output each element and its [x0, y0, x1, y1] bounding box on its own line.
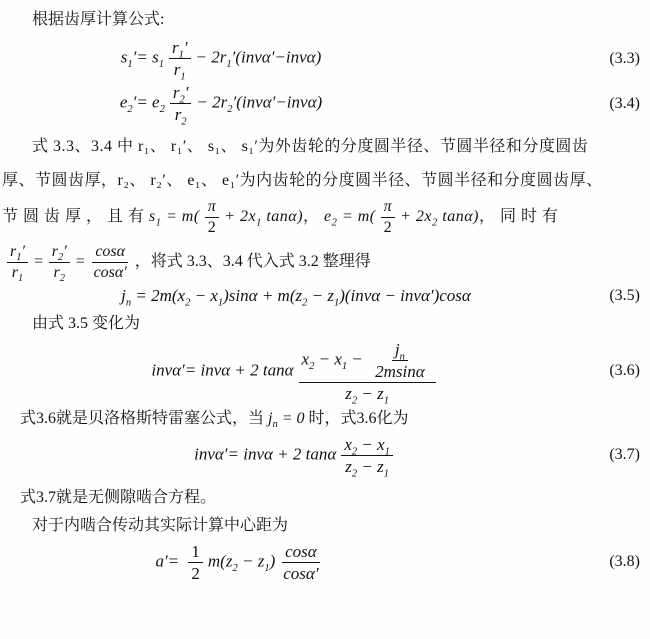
subscript: 1 — [17, 273, 24, 285]
fraction-numerator — [49, 243, 70, 263]
math-term: ′= e — [132, 92, 160, 112]
math-term: = m( — [337, 208, 376, 226]
math-term: − x — [357, 434, 385, 454]
fraction — [299, 339, 436, 407]
math-term: j — [394, 339, 400, 359]
subscript: 2 — [58, 252, 64, 264]
paragraph-center-distance: 对于内啮合传动其实际计算中心距为 — [32, 516, 289, 534]
subscript: 1 — [384, 446, 390, 458]
paragraph-transition: 由式 3.5 变化为 — [32, 314, 141, 332]
math-term: ′(invα′−invα) — [231, 47, 322, 67]
subscript: 1 — [180, 71, 186, 83]
paragraph-intro: 根据齿厚计算公式: — [32, 11, 165, 28]
math-term: − z — [357, 383, 384, 403]
subscript: 1 — [226, 58, 232, 70]
subscript: 2 — [181, 116, 187, 128]
math-term: tanα) — [261, 208, 304, 226]
subscript: 2 — [59, 273, 66, 285]
text-run: 节 圆 齿 厚 ， 且 有 — [2, 208, 150, 226]
math-term: r — [174, 105, 182, 125]
text-run: ， 同 时 有 — [478, 208, 559, 226]
math-term: a′= — [155, 551, 184, 571]
math-term: j — [121, 285, 126, 305]
math-term: − 2r — [196, 92, 228, 112]
fraction-denominator: 2 — [207, 219, 217, 237]
equation-number: (3.8) — [609, 553, 640, 571]
equals-sign: = — [74, 253, 86, 271]
math-term: m(z — [207, 551, 233, 571]
fraction — [170, 83, 192, 128]
text-run: ， — [303, 208, 325, 226]
fraction — [7, 242, 28, 285]
prime-mark: ′ — [183, 38, 188, 57]
subscript: 1 — [16, 252, 22, 264]
fraction-inner — [372, 340, 428, 381]
math-term: invα′= invα + 2 tanα — [151, 360, 294, 380]
math-term: j — [268, 409, 273, 427]
fraction-denominator: cosα′ — [93, 263, 127, 281]
equation-3-6 — [2, 339, 648, 407]
paragraph-body-line3 — [2, 198, 648, 237]
math-term: e — [324, 208, 332, 226]
fraction — [49, 242, 70, 285]
equation-number: (3.4) — [609, 94, 640, 112]
prime-mark: ′ — [21, 242, 25, 260]
paragraph-no-backlash: 式3.7就是无侧隙啮合方程。 — [20, 488, 217, 506]
fraction-numerator: cosα — [92, 243, 128, 263]
prime-mark: ′ — [63, 242, 67, 260]
paragraph-berlaga — [2, 407, 648, 431]
fraction — [91, 243, 130, 282]
fraction — [381, 198, 396, 237]
equation-number: (3.6) — [609, 362, 640, 380]
fraction-denominator: 2 — [383, 219, 393, 237]
math-term: r — [172, 83, 180, 103]
fraction-denominator — [172, 104, 190, 128]
math-term: )sinα + m(z — [223, 285, 303, 305]
math-term: − — [347, 349, 368, 369]
subscript: 1 — [127, 58, 133, 70]
subscript: 1 — [217, 297, 224, 309]
math-term: ′= s — [132, 47, 159, 67]
fraction-numerator — [7, 243, 28, 263]
math-term: r — [11, 263, 18, 281]
equation-3-6-body — [2, 339, 590, 407]
subscript: 1 — [158, 58, 164, 70]
subscript: 1 — [155, 217, 162, 229]
subscript: 2 — [302, 297, 308, 309]
subscript: 2 — [351, 446, 358, 458]
equation-3-5-body — [2, 285, 590, 309]
fraction — [188, 542, 203, 583]
math-term: r — [173, 60, 181, 80]
math-term: − z — [357, 456, 384, 476]
subscript: 1 — [383, 468, 389, 480]
fraction — [205, 198, 220, 237]
equation-3-3 — [2, 38, 648, 83]
equation-3-4 — [2, 83, 648, 128]
math-term: invα′= invα + 2 tanα — [194, 444, 337, 464]
math-term: + 2x — [224, 208, 257, 226]
equation-3-4-body — [2, 83, 590, 128]
subscript: 2 — [159, 103, 165, 115]
math-term: − z — [237, 551, 265, 571]
equation-3-7-body — [2, 434, 590, 480]
math-term: r — [53, 263, 60, 281]
fraction-denominator — [171, 59, 189, 83]
math-term: r — [51, 242, 59, 260]
math-term: − x — [190, 285, 218, 305]
fraction-numerator: cosα — [282, 542, 320, 563]
equation-3-8 — [2, 542, 648, 583]
equation-3-8-body — [2, 542, 590, 583]
subscript: 2 — [309, 360, 315, 372]
math-term: x — [301, 349, 310, 369]
math-term: z — [345, 383, 352, 403]
subscript: 1 — [264, 562, 270, 574]
paragraph-body-line1: 式 3.3、3.4 中 r₁、 r₁′、 s₁、 s₁′为外齿轮的分度圆半径、节圆半径和分度圆齿 — [32, 138, 589, 156]
math-term: s — [120, 47, 128, 67]
fraction-denominator — [9, 263, 26, 285]
subscript: n — [272, 419, 278, 431]
fraction-denominator: cosα′ — [283, 563, 319, 583]
math-term: − x — [314, 349, 342, 369]
subscript: 1 — [256, 217, 262, 229]
subscript: 1 — [333, 297, 340, 309]
fraction-denominator — [51, 263, 68, 285]
equation-number: (3.7) — [609, 446, 640, 464]
subscript: 1 — [341, 360, 348, 372]
fraction-numerator — [341, 435, 393, 456]
math-term: s — [149, 208, 156, 226]
math-term: ′(invα′−invα) — [232, 92, 323, 112]
text-run: 时，式3.6化为 — [304, 409, 409, 427]
math-term: z — [345, 456, 352, 476]
fraction-numerator: π — [381, 198, 396, 218]
fraction-numerator — [170, 83, 192, 104]
paragraph-body-line2: 厚、节圆齿厚，r₂、 r₂′、 e₁、 e₁′为内齿轮的分度圆半径、节圆半径和分度圆齿厚、 — [2, 172, 603, 190]
math-term: tanα) — [437, 208, 479, 226]
fraction-numerator — [392, 340, 408, 361]
fraction — [169, 38, 191, 83]
fraction-denominator — [342, 383, 392, 407]
math-term: − 2r — [195, 47, 227, 67]
subscript: 2 — [232, 562, 238, 574]
equation-number: (3.5) — [609, 286, 640, 304]
subscript: 2 — [351, 395, 358, 407]
math-term: r — [10, 242, 17, 260]
subscript: 2 — [432, 217, 438, 229]
equals-sign: = — [32, 253, 44, 271]
math-term: = 2m(x — [131, 285, 186, 305]
text-run: ，将式 3.3、3.4 代入式 3.2 整理得 — [134, 253, 371, 271]
paragraph-body-line4 — [2, 242, 648, 285]
prime-mark: ′ — [184, 83, 189, 103]
math-term: )(invα − invα′)cosα — [339, 285, 471, 305]
subscript: 2 — [179, 94, 185, 106]
math-term: r — [171, 38, 179, 57]
subscript: n — [399, 351, 405, 363]
text-run: 式3.6就是贝洛格斯特雷塞公式，当 — [20, 409, 269, 427]
subscript: n — [125, 297, 132, 309]
math-term: e — [119, 92, 128, 112]
fraction-denominator: 2 — [191, 563, 200, 583]
fraction — [280, 542, 321, 583]
equation-3-3-body — [2, 38, 590, 83]
fraction-numerator: π — [205, 198, 220, 218]
equation-3-5 — [2, 285, 648, 309]
subscript: 1 — [178, 49, 184, 61]
math-term: = 0 — [277, 409, 305, 427]
subscript: 2 — [227, 103, 233, 115]
fraction — [341, 434, 393, 480]
fraction-numerator — [169, 38, 191, 59]
equation-number: (3.3) — [609, 49, 640, 67]
math-term: + 2x — [400, 208, 433, 226]
subscript: 2 — [331, 217, 338, 229]
math-term: ) — [269, 551, 276, 571]
subscript: 1 — [383, 395, 389, 407]
fraction-numerator: 1 — [188, 542, 203, 563]
fraction-denominator: 2msinα — [375, 361, 425, 381]
fraction-numerator — [299, 340, 436, 383]
subscript: 2 — [351, 468, 358, 480]
math-term: = m( — [161, 208, 200, 226]
subscript: 2 — [185, 297, 191, 309]
math-term: x — [344, 434, 352, 454]
equation-3-7 — [2, 434, 648, 480]
subscript: 2 — [127, 103, 133, 115]
math-term: − z — [307, 285, 334, 305]
fraction-denominator — [342, 456, 392, 480]
